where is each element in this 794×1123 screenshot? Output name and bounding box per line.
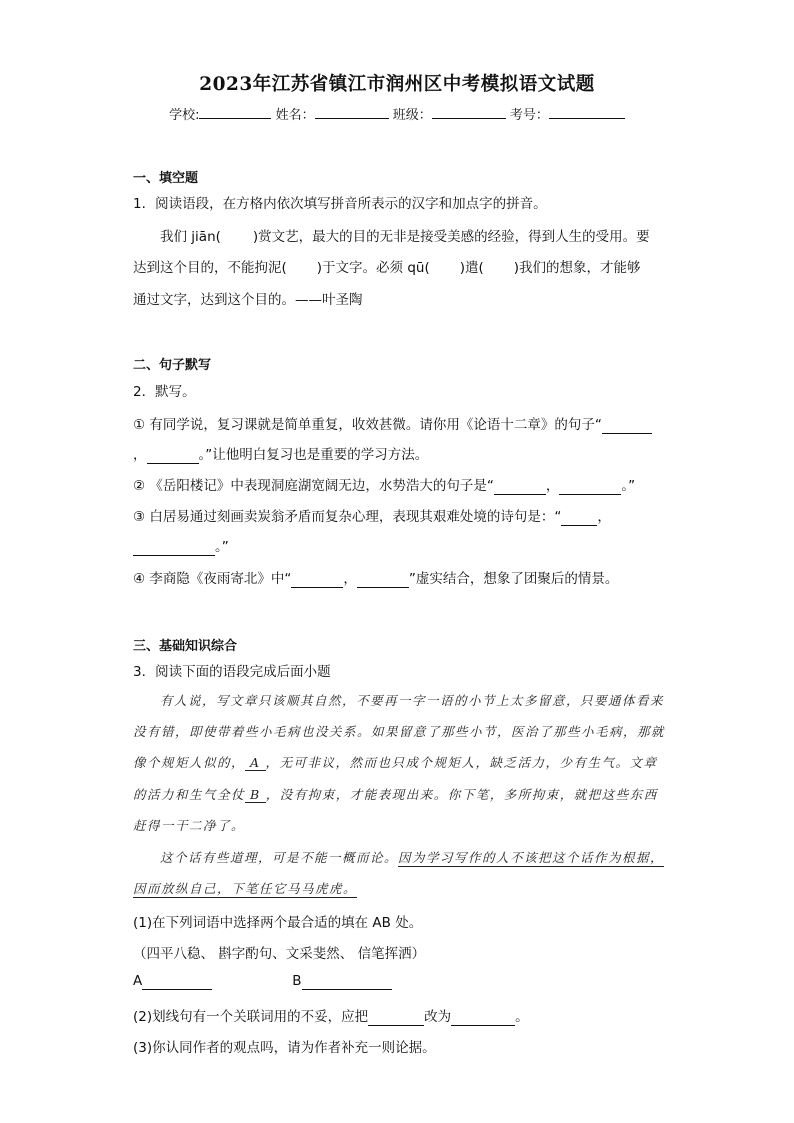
dictation-item-1-cont: ， 。”让他明白复习也是重要的学习方法。 xyxy=(133,447,429,463)
number-field[interactable] xyxy=(549,106,625,119)
passage-line-6: 这个话有些道理，可是不能一概而论。因为学习写作的人不该把这个话作为根据， xyxy=(160,850,665,865)
student-info-line xyxy=(0,104,794,123)
dictation-blank[interactable] xyxy=(602,417,652,434)
sub-question-3: (3)你认同作者的观点吗，请为作者补充一则论据。 xyxy=(133,1040,436,1056)
passage-line-1: 有人说，写文章只该顺其自然，不要再一字一语的小节上太多留意，只要通体看来 xyxy=(160,693,665,708)
fix-to-field[interactable] xyxy=(451,1009,515,1026)
dictation-item-1: ① 有同学说，复习课就是简单重复，收效甚微。请你用《论语十二章》的句子“ xyxy=(133,413,652,434)
dictation-item-3: ③ 白居易通过刻画卖炭翁矛盾而复杂心理，表现其艰难处境的诗句是：“ ， xyxy=(133,509,611,525)
q1-passage-line-3: 通过文字，达到这个目的。——叶圣陶 xyxy=(133,292,363,308)
school-field[interactable] xyxy=(199,106,271,119)
dictation-blank[interactable] xyxy=(133,539,215,556)
dictation-blank[interactable] xyxy=(494,478,546,495)
fix-from-field[interactable] xyxy=(368,1009,424,1026)
word-options: （四平八稳、 斟字酌句、文采斐然、 信笔挥洒） xyxy=(133,946,426,962)
answer-ab-line: A B xyxy=(133,973,392,990)
answer-b-field[interactable] xyxy=(302,973,392,990)
sub-question-1: (1)在下列词语中选择两个最合适的填在 AB 处。 xyxy=(133,915,423,931)
sub-question-2: (2)划线句有一个关联词用的不妥，应把 改为 。 xyxy=(133,1009,529,1025)
name-field[interactable] xyxy=(315,106,389,119)
answer-a-field[interactable] xyxy=(142,973,212,990)
blank-b[interactable]: B xyxy=(245,787,266,803)
class-field[interactable] xyxy=(432,106,506,119)
number-label: 考号： xyxy=(509,108,549,123)
blank-a[interactable]: A xyxy=(245,755,266,771)
class-label: 班级： xyxy=(392,108,432,123)
passage-line-2: 没有错，即使带着些小毛病也没关系。如果留意了那些小节，医治了那些小毛病，那就 xyxy=(133,724,666,739)
page-title: 2023年江苏省镇江市润州区中考模拟语文试题 xyxy=(199,74,595,95)
section-heading-basic-knowledge: 三、基础知识综合 xyxy=(133,639,238,654)
section-heading-fill: 一、填空题 xyxy=(133,171,199,186)
dictation-item-2: ② 《岳阳楼记》中表现洞庭湖宽阔无边，水势浩大的句子是“ ， 。” xyxy=(133,478,636,494)
underlined-sentence: 因为学习写作的人不该把这个话作为根据， xyxy=(398,850,665,865)
dictation-blank[interactable] xyxy=(291,571,343,588)
underlined-sentence-cont: 因而放纵自己，下笔任它马马虎虎。 xyxy=(133,881,358,896)
passage-line-7 xyxy=(133,879,357,897)
question-3-prompt: 3．阅读下面的语段完成后面小题 xyxy=(133,664,331,680)
question-2-prompt: 2．默写。 xyxy=(133,384,196,400)
question-1-prompt: 1．阅读语段，在方格内依次填写拼音所表示的汉字和加点字的拼音。 xyxy=(133,196,547,212)
name-label: 姓名： xyxy=(275,108,315,123)
q1-passage-line-1: 我们 jiān( )赏文艺，最大的目的无非是接受美感的经验，得到人生的受用。要 xyxy=(160,229,650,245)
q1-passage-line-2: 达到这个目的，不能拘泥( )于文字。必须 qū( )遣( )我们的想象，才能够 xyxy=(133,260,641,276)
school-label: 学校: xyxy=(169,108,200,123)
dictation-blank[interactable] xyxy=(357,571,409,588)
passage-line-3: 像个规矩人似的， A ，无可非议，然而也只成个规矩人，缺乏活力，少有生气。文章 xyxy=(133,755,658,770)
section-heading-dictation: 二、句子默写 xyxy=(133,358,212,373)
dictation-item-4: ④ 李商隐《夜雨寄北》中“ ， ”虚实结合，想象了团聚后的情景。 xyxy=(133,571,619,587)
dictation-blank[interactable] xyxy=(559,478,621,495)
dictation-blank[interactable] xyxy=(561,509,597,526)
passage-line-5: 赶得一干二净了。 xyxy=(133,818,246,833)
dictation-item-3-cont: 。” xyxy=(133,535,229,556)
passage-line-4: 的活力和生气全仗 B ，没有拘束，才能表现出来。你下笔，多所拘束，就把这些东西 xyxy=(133,787,658,802)
dictation-blank[interactable] xyxy=(147,447,199,464)
